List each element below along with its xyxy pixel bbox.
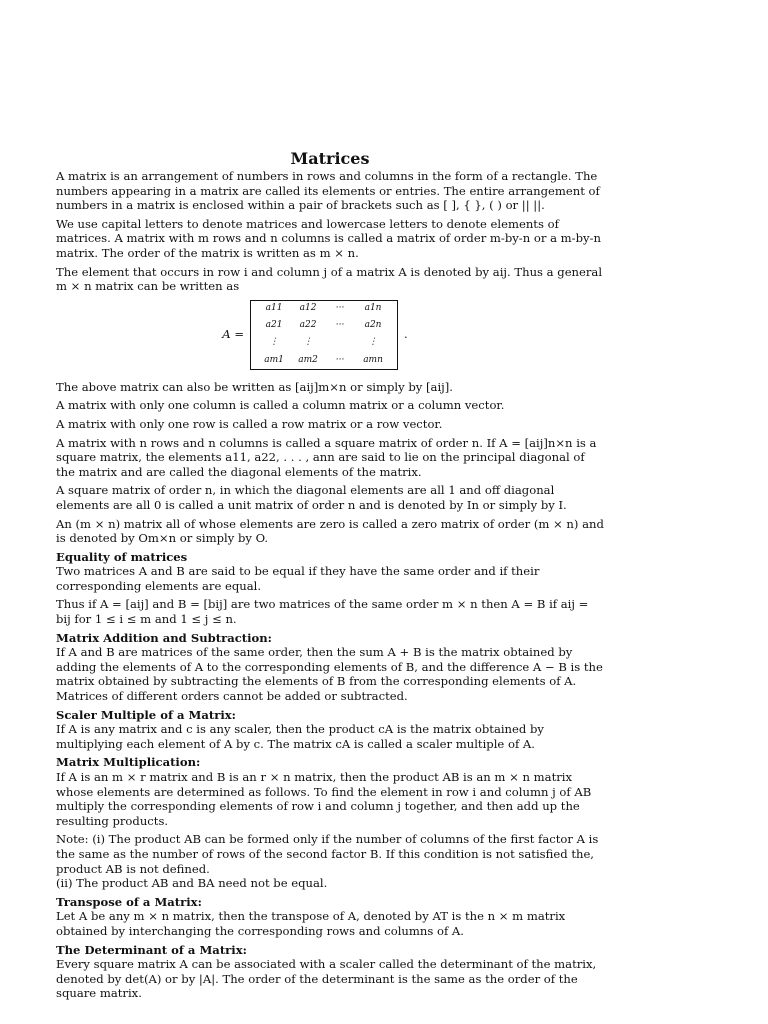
section-heading-determinant: The Determinant of a Matrix: bbox=[56, 942, 247, 957]
general-matrix bbox=[56, 300, 604, 370]
section-paragraph: Note: (i) The product AB can be formed only if the number of columns of the first factor A is the same as the number of rows of the second factor B. If this condition is not satisfied the, product AB is not defined. bbox=[56, 832, 599, 876]
matrix-bracket bbox=[250, 300, 398, 370]
matrix-cell: a21 bbox=[265, 319, 283, 330]
matrix-cell: ⋮ bbox=[368, 337, 378, 348]
intro-paragraph-3: The element that occurs in row i and column j of a matrix A is denoted by aij. Thus a general m × n matrix can be written as bbox=[56, 264, 603, 294]
matrix-notation-paragraph: The above matrix can also be written as [aij]m×n or simply by [aij]. bbox=[56, 379, 453, 394]
matrix-cell: ⋮ bbox=[303, 337, 313, 348]
intro-paragraph-1: A matrix is an arrangement of numbers in rows and columns in the form of a rectangle. The numbers appearing in a matrix are called its elements or entries. The entire arrangement of numbers in a matrix is enclosed within a pair of brackets such as [ ], { }, ( ) or || ||. bbox=[56, 169, 600, 213]
intro-paragraph-2: We use capital letters to denote matrices and lowercase letters to denote elements of matrices. A matrix with m rows and n columns is called a matrix of order m-by-n or a m-by-n matrix. The order of the matrix is written as m × n. bbox=[56, 216, 601, 260]
matrix-cell: am2 bbox=[298, 355, 318, 366]
row-matrix-paragraph: A matrix with only one row is called a row matrix or a row vector. bbox=[56, 416, 443, 431]
square-matrix-paragraph: A matrix with n rows and n columns is called a square matrix of order n. If A = [aij]n×n is a square matrix, the elements a11, a22, . . . , ann are said to lie on the principal diagonal of the matrix and are called the diagonal elements of the matrix. bbox=[56, 435, 597, 479]
section-paragraph: Thus if A = [aij] and B = [bij] are two matrices of the same order m × n then A = B if aij = bij for 1 ≤ i ≤ m and 1 ≤ j ≤ n. bbox=[56, 597, 589, 627]
matrix-cell: a12 bbox=[299, 302, 317, 313]
section-paragraph: If A is an m × r matrix and B is an r × n matrix, then the product AB is an m × n matrix whose elements are determined as follows. To find the element in row i and column j of AB multiply the corresponding elements of row i and column j together, and then add up the resulting products. bbox=[56, 770, 592, 828]
section-heading-transpose: Transpose of a Matrix: bbox=[56, 894, 202, 909]
matrix-cell bbox=[325, 334, 355, 352]
matrix-lhs: A = bbox=[222, 327, 245, 342]
matrix-cell: a11 bbox=[265, 302, 283, 313]
matrix-trailing-period: . bbox=[404, 327, 408, 342]
matrix-cell: a2n bbox=[364, 319, 382, 330]
matrix-cell: a1n bbox=[364, 302, 382, 313]
column-matrix-paragraph: A matrix with only one column is called a column matrix or a column vector. bbox=[56, 398, 505, 413]
section-heading-equality: Equality of matrices bbox=[56, 549, 188, 564]
document-body bbox=[56, 149, 604, 1005]
section-paragraph: (ii) The product AB and BA need not be equal. bbox=[56, 876, 328, 891]
section-paragraph: Let A be any m × n matrix, then the transpose of A, denoted by AT is the n × m matrix obtained by interchanging the corresponding rows and columns of A. bbox=[56, 909, 566, 938]
unit-matrix-paragraph: A square matrix of order n, in which the diagonal elements are all 1 and off diagonal elements are all 0 is called a unit matrix of order n and is denoted by In or simply by I. bbox=[56, 483, 567, 512]
matrix-cell: ⋮ bbox=[269, 337, 279, 348]
matrix-cell: ··· bbox=[335, 302, 345, 313]
matrix-cell: a22 bbox=[299, 319, 317, 330]
section-heading-multiplication: Matrix Multiplication: bbox=[56, 755, 201, 770]
matrix-cell: am1 bbox=[264, 355, 284, 366]
section-paragraph: If A and B are matrices of the same order, then the sum A + B is the matrix obtained by adding the elements of A to the corresponding elements of B, and the difference A − B is the matrix obtained by subtracting the elements of B from the corresponding elements of A. Matrices of different orders cannot be added or subtracted. bbox=[56, 645, 603, 704]
matrix-cell: ··· bbox=[335, 355, 345, 366]
page-title: Matrices bbox=[290, 149, 370, 168]
section-paragraph: Two matrices A and B are said to be equal if they have the same order and if their corresponding elements are equal. bbox=[56, 564, 540, 593]
zero-matrix-paragraph: An (m × n) matrix all of whose elements are zero is called a zero matrix of order (m × n) and is denoted by Om×n or simply by O. bbox=[56, 516, 604, 546]
section-heading-scaler-multiple: Scaler Multiple of a Matrix: bbox=[56, 707, 236, 722]
section-paragraph: If A is any matrix and c is any scaler, then the product cA is the matrix obtained by multiplying each element of A by c. The matrix cA is called a scaler multiple of A. bbox=[56, 722, 544, 751]
section-heading-addition: Matrix Addition and Subtraction: bbox=[56, 630, 272, 645]
matrix-cell: ··· bbox=[335, 319, 345, 330]
matrix-cell: amn bbox=[363, 355, 383, 366]
section-paragraph: Every square matrix A can be associated with a scaler called the determinant of the matrix, denoted by det(A) or by |A|. The order of the determinant is the same as the order of the square matrix. bbox=[56, 957, 597, 1001]
